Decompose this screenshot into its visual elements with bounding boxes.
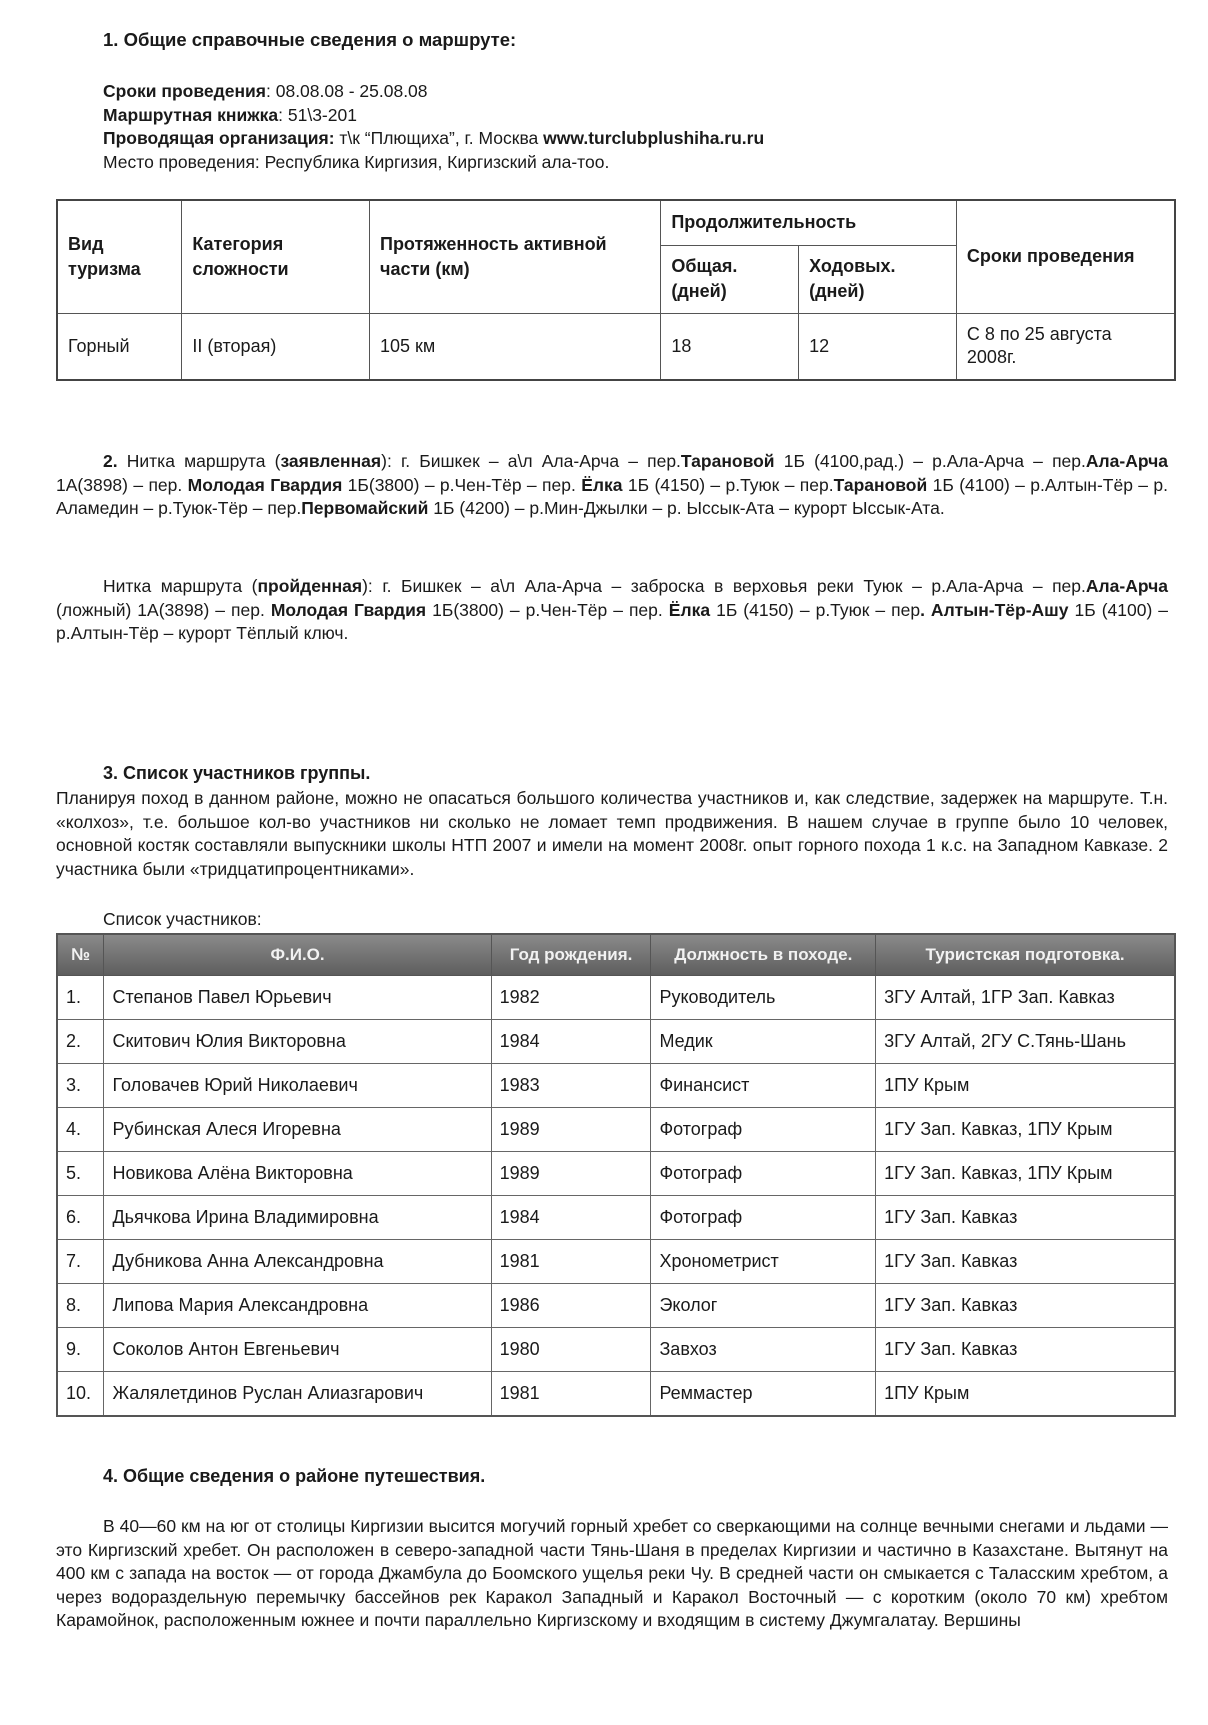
- cell-category: II (вторая): [182, 313, 370, 380]
- table-row: [57, 1284, 1175, 1328]
- table-row: [57, 1328, 1175, 1372]
- bold-run: Молодая Гвардия: [187, 474, 343, 495]
- place-line: Место проведения: Республика Киргизия, Киргизский ала-тоо.: [103, 151, 610, 172]
- route-summary-table: [56, 199, 1176, 381]
- member-year: 1980: [491, 1328, 651, 1372]
- header-walking-days: Ходовых. (дней): [799, 245, 957, 313]
- member-name: Рубинская Алеся Игоревна: [104, 1108, 491, 1152]
- member-role: Фотограф: [651, 1108, 876, 1152]
- member-experience: 3ГУ Алтай, 2ГУ С.Тянь-Шань: [876, 1020, 1175, 1064]
- members-body: [57, 976, 1175, 1417]
- member-num: 4.: [57, 1108, 104, 1152]
- member-name: Жалялетдинов Руслан Алиазгарович: [104, 1372, 491, 1417]
- text-run: 1Б (4100,рад.) – р.Ала-Арча – пер.: [774, 451, 1086, 471]
- member-role: Фотограф: [651, 1196, 876, 1240]
- bold-run: Ала-Арча: [1085, 576, 1168, 596]
- header-dates: Сроки проведения: [956, 200, 1175, 313]
- header-category: Категория сложности: [182, 200, 370, 313]
- member-role: Реммастер: [651, 1372, 876, 1417]
- member-experience: 1ГУ Зап. Кавказ: [876, 1240, 1175, 1284]
- member-num: 6.: [57, 1196, 104, 1240]
- table-row: [57, 1196, 1175, 1240]
- members-table: [56, 933, 1176, 1417]
- bold-run: Ёлка: [668, 599, 711, 620]
- member-name: Дьячкова Ирина Владимировна: [104, 1196, 491, 1240]
- section4-paragraph: [56, 1515, 1168, 1633]
- member-num: 2.: [57, 1020, 104, 1064]
- member-name: Соколов Антон Евгеньевич: [104, 1328, 491, 1372]
- member-year: 1989: [491, 1152, 651, 1196]
- cell-type: Горный: [57, 313, 182, 380]
- member-year: 1984: [491, 1196, 651, 1240]
- table-row: [57, 976, 1175, 1020]
- member-num: 5.: [57, 1152, 104, 1196]
- table-row: [57, 1240, 1175, 1284]
- member-role: Хронометрист: [651, 1240, 876, 1284]
- members-caption: Список участников:: [103, 909, 262, 929]
- section3-paragraph: [56, 787, 1168, 881]
- member-role: Медик: [651, 1020, 876, 1064]
- member-name: Скитович Юлия Викторовна: [104, 1020, 491, 1064]
- member-year: 1982: [491, 976, 651, 1020]
- section3-text: Планируя поход в данном районе, можно не опасаться большого количества участников и, как следствие, задержек на маршруте. Т.н. «колхоз», т.е. большое кол-во участников ни сколько не ломает темп продвижения. В нашем случае в группе было 10 человек, основной костяк составляли выпускники школы НТП 2007 и имели на момент 2008г. опыт горного похода 1 к.с. на Западном Кавказе. 2 участника были «тридцатипроцентниками».: [56, 788, 1168, 879]
- member-year: 1983: [491, 1064, 651, 1108]
- text-run: (ложный) 1А(3898) – пер.: [56, 599, 271, 620]
- book-value: : 51\3-201: [278, 104, 357, 125]
- dates-line: [103, 80, 1163, 104]
- member-role: Фотограф: [651, 1152, 876, 1196]
- org-line: [103, 127, 1163, 151]
- members-header-experience: Туристская подготовка.: [876, 934, 1175, 976]
- dates-value: : 08.08.08 - 25.08.08: [266, 81, 428, 101]
- member-year: 1986: [491, 1284, 651, 1328]
- header-length: Протяженность активной части (км): [370, 200, 661, 313]
- member-role: Завхоз: [651, 1328, 876, 1372]
- declared-route-paragraph: [56, 450, 1168, 521]
- member-num: 10.: [57, 1372, 104, 1417]
- text-run: 1Б (4100) – р.Алтын-Тёр – р. Аламедин – р.Туюк-Тёр – пер.: [56, 474, 1168, 518]
- route-info: [103, 80, 1163, 174]
- bold-run: Тарановой: [680, 451, 775, 471]
- text-run: Нитка маршрута (: [126, 451, 281, 471]
- text-run: 1Б (4150) – р.Туюк – пер.: [622, 474, 834, 495]
- bold-run: заявленная: [280, 451, 382, 471]
- bold-run: пройденная: [257, 576, 363, 596]
- table-row: [57, 1108, 1175, 1152]
- member-experience: 1ГУ Зап. Кавказ: [876, 1328, 1175, 1372]
- table-row: [57, 1152, 1175, 1196]
- member-name: Липова Мария Александровна: [104, 1284, 491, 1328]
- org-value: т\к “Плющиха”, г. Москва: [334, 128, 544, 148]
- member-num: 8.: [57, 1284, 104, 1328]
- member-num: 3.: [57, 1064, 104, 1108]
- member-num: 9.: [57, 1328, 104, 1372]
- bold-run: Молодая Гвардия: [270, 599, 427, 620]
- table-row: [57, 1064, 1175, 1108]
- member-name: Степанов Павел Юрьевич: [104, 976, 491, 1020]
- member-experience: 1ГУ Зап. Кавказ, 1ПУ Крым: [876, 1152, 1175, 1196]
- text-run: 1Б (4100) – р.Алтын-Тёр – курорт Тёплый ключ.: [56, 599, 1169, 643]
- cell-total-days: 18: [661, 313, 799, 380]
- member-role: Финансист: [651, 1064, 876, 1108]
- book-label: Маршрутная книжка: [103, 104, 279, 125]
- text-run: 1А(3898) – пер.: [56, 474, 188, 495]
- members-header-num: №: [57, 934, 104, 976]
- org-label: Проводящая организация:: [103, 128, 335, 148]
- members-header-year: Год рождения.: [491, 934, 651, 976]
- member-experience: 1ГУ Зап. Кавказ: [876, 1284, 1175, 1328]
- cell-dates: С 8 по 25 августа 2008г.: [956, 313, 1175, 380]
- member-name: Дубникова Анна Александровна: [104, 1240, 491, 1284]
- members-header-name: Ф.И.О.: [104, 934, 491, 976]
- member-experience: 1ГУ Зап. Кавказ, 1ПУ Крым: [876, 1108, 1175, 1152]
- text-run: 1Б (4200) – р.Мин-Джылки – р. Ыссык-Ата – курорт Ыссык-Ата.: [428, 498, 945, 518]
- member-year: 1981: [491, 1240, 651, 1284]
- text-run: 1Б (4150) – р.Туюк – пер: [710, 599, 921, 620]
- member-name: Головачев Юрий Николаевич: [104, 1064, 491, 1108]
- bold-run: Первомайский: [301, 498, 429, 518]
- table-row: [57, 1372, 1175, 1417]
- text-run: 1Б(3800) – р.Чен-Тёр – пер.: [342, 474, 582, 495]
- member-num: 1.: [57, 976, 104, 1020]
- bold-run: Тарановой: [833, 474, 928, 495]
- header-total-days: Общая. (дней): [661, 245, 799, 313]
- bold-run: Ала-Арча: [1085, 451, 1168, 471]
- passed-route-text: [56, 575, 1168, 646]
- member-experience: 3ГУ Алтай, 1ГР Зап. Кавказ: [876, 976, 1175, 1020]
- text-run: ): г. Бишкек – а\л Ала-Арча – заброска в верховья реки Туюк – р.Ала-Арча – пер.: [362, 576, 1086, 596]
- header-duration: Продолжительность: [661, 200, 957, 245]
- book-line: [103, 104, 1163, 128]
- bold-run: 2.: [103, 451, 127, 471]
- cell-length: 105 км: [370, 313, 661, 380]
- section1-title: 1. Общие справочные сведения о маршруте:: [103, 29, 517, 50]
- text-run: 1Б(3800) – р.Чен-Тёр – пер.: [426, 599, 669, 620]
- member-role: Эколог: [651, 1284, 876, 1328]
- bold-run: Ёлка: [581, 474, 623, 495]
- dates-label: Сроки проведения: [103, 81, 266, 101]
- member-year: 1981: [491, 1372, 651, 1417]
- member-experience: 1ПУ Крым: [876, 1372, 1175, 1417]
- member-num: 7.: [57, 1240, 104, 1284]
- member-name: Новикова Алёна Викторовна: [104, 1152, 491, 1196]
- org-site: www.turclubplushiha.ru.ru: [543, 128, 765, 148]
- member-year: 1989: [491, 1108, 651, 1152]
- section3-title: 3. Список участников группы.: [103, 763, 371, 783]
- section4-title: 4. Общие сведения о районе путешествия.: [103, 1466, 486, 1486]
- section4-text: В 40—60 км на юг от столицы Киргизии высится могучий горный хребет со сверкающими на солнце вечными снегами и льдами — это Киргизский хребет. Он расположен в северо-западной части Тянь-Шаня в пределах Киргизии и частично в Казахстане. Вытянут на 400 км с запада на восток — от города Джамбула до Боомского ущелья реки Чу. В средней части он смыкается с Таласским хребтом, а через водораздельную перемычку бассейнов рек Каракол Западный и Каракол Восточный — с коротким (около 70 км) хребтом Карамойнок, расположенным южнее и почти параллельно Киргизскому и входящим в систему Джумгалатау. Вершины: [56, 1516, 1168, 1630]
- member-experience: 1ГУ Зап. Кавказ: [876, 1196, 1175, 1240]
- member-role: Руководитель: [651, 976, 876, 1020]
- header-type: Вид туризма: [57, 200, 182, 313]
- text-run: ): г. Бишкек – а\л Ала-Арча – пер.: [381, 451, 681, 471]
- table-row: [57, 1020, 1175, 1064]
- passed-route-paragraph: [56, 575, 1168, 646]
- text-run: Нитка маршрута (: [103, 576, 258, 596]
- members-header-role: Должность в походе.: [651, 934, 876, 976]
- bold-run: . Алтын-Тёр-Ашу: [920, 599, 1069, 620]
- member-year: 1984: [491, 1020, 651, 1064]
- declared-route-text: [56, 450, 1168, 521]
- cell-walking-days: 12: [799, 313, 957, 380]
- members-header-row: [57, 934, 1175, 976]
- member-experience: 1ПУ Крым: [876, 1064, 1175, 1108]
